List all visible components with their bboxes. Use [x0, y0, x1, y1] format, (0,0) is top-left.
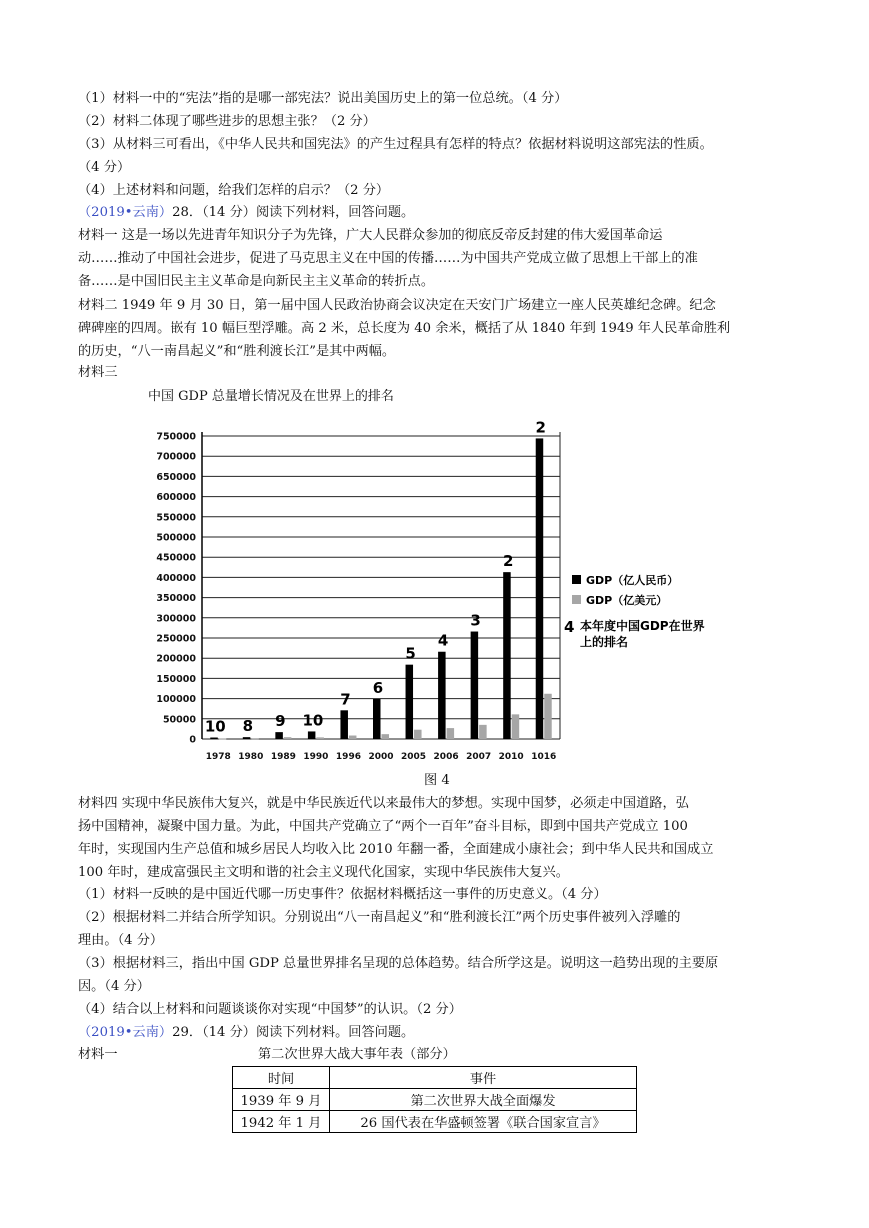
bar-gdp-usd	[349, 736, 357, 739]
question-29-material-1: 材料一	[78, 1047, 118, 1062]
legend-swatch-usd	[572, 595, 581, 604]
event-table	[232, 1066, 637, 1133]
bar-gdp-rmb	[536, 438, 544, 739]
table-header-time: 时间	[233, 1067, 330, 1089]
material-1-line-3: 备……是中国旧民主主义革命是向新民主主义革命的转折点。	[78, 274, 435, 289]
table-cell-event: 第二次世界大战全面爆发	[330, 1089, 637, 1111]
chart-title: 中国 GDP 总量增长情况及在世界上的排名	[148, 389, 394, 404]
y-tick-label: 700000	[156, 451, 196, 463]
y-tick-label: 650000	[156, 471, 196, 483]
y-tick-label: 0	[189, 734, 196, 746]
bar-gdp-rmb	[243, 737, 251, 739]
material-2-line-1: 材料二 1949 年 9 月 30 日，第一届中国人民政治协商会议决定在天安门广场建立一座人民英雄纪念碑。纪念	[78, 298, 716, 313]
y-tick-label: 150000	[156, 673, 196, 685]
table-row	[233, 1111, 637, 1133]
x-tick-label: 2005	[401, 752, 427, 762]
bar-gdp-usd	[251, 738, 259, 739]
rank-label: 2	[535, 418, 546, 437]
question-28-4: （4）结合以上材料和问题谈谈你对实现“中国梦”的认识。（2 分）	[78, 1002, 462, 1017]
rank-label: 10	[204, 717, 226, 736]
rank-label: 5	[405, 644, 416, 663]
table-row	[233, 1089, 637, 1111]
table-cell-time: 1942 年 1 月	[233, 1111, 330, 1133]
question-28-title: 28．（14 分）阅读下列材料，回答问题。	[172, 205, 415, 220]
question-27-3: （3）从材料三可看出，《中华人民共和国宪法》的产生过程具有怎样的特点？依据材料说明这部宪法的性质。	[78, 137, 713, 152]
bar-gdp-rmb	[438, 652, 446, 739]
x-tick-label: 1996	[335, 752, 361, 762]
x-tick-label: 2000	[368, 752, 394, 762]
table-header-event: 事件	[330, 1067, 637, 1089]
table-cell-event: 26 国代表在华盛顿签署《联合国家宣言》	[330, 1111, 637, 1133]
question-27-3-score: （4 分）	[78, 160, 131, 175]
question-28-1: （1）材料一反映的是中国近代哪一历史事件？依据材料概括这一事件的历史意义。（4 分）	[78, 887, 607, 902]
question-29-title: 29．（14 分）阅读下列材料。回答问题。	[172, 1025, 415, 1040]
bar-gdp-usd	[316, 737, 324, 739]
legend-rank-note-line-2: 上的排名	[580, 635, 629, 649]
material-3-label: 材料三	[78, 365, 118, 380]
figure-caption: 图 4	[424, 773, 450, 788]
material-4-line-3: 年时，实现国内生产总值和城乡居民人均收入比 2010 年翻一番，全面建成小康社会；到中华人民共和国成立	[78, 842, 714, 857]
bar-gdp-usd	[219, 738, 227, 739]
y-tick-label: 600000	[156, 492, 196, 504]
table-cell-time: 1939 年 9 月	[233, 1089, 330, 1111]
question-29-heading	[78, 1024, 414, 1042]
bar-gdp-rmb	[275, 732, 283, 739]
x-tick-label: 1989	[270, 752, 296, 762]
bar-gdp-rmb	[373, 699, 381, 739]
y-tick-label: 400000	[156, 572, 196, 584]
material-1-line-1: 材料一 这是一场以先进青年知识分子为先锋，广大人民群众参加的彻底反帝反封建的伟大爱国革命运	[78, 228, 663, 243]
question-28-3: （3）根据材料三，指出中国 GDP 总量世界排名呈现的总体趋势。结合所学这是。说明这一趋势出现的主要原	[78, 956, 719, 971]
bar-gdp-rmb	[406, 665, 414, 739]
question-28-heading	[78, 204, 414, 222]
x-tick-label: 1016	[531, 752, 557, 762]
question-28-2: （2）根据材料二并结合所学知识。分别说出“八一南昌起义”和“胜利渡长江”两个历史事件被列入浮雕的	[78, 910, 681, 925]
x-tick-label: 2010	[498, 752, 524, 762]
material-4-line-1: 材料四 实现中华民族伟大复兴，就是中华民族近代以来最伟大的梦想。实现中国梦，必须走中国道路，弘	[78, 796, 689, 811]
y-tick-label: 350000	[156, 593, 196, 605]
rank-label: 10	[302, 711, 324, 730]
y-tick-label: 750000	[156, 431, 196, 443]
legend-swatch-rmb	[572, 575, 581, 584]
rank-label: 8	[242, 717, 254, 736]
bar-gdp-usd	[512, 714, 520, 739]
bar-gdp-usd	[284, 737, 292, 739]
bar-gdp-rmb	[210, 738, 218, 739]
question-28-3-score: 因。（4 分）	[78, 979, 150, 994]
rank-label: 2	[502, 552, 514, 571]
rank-label: 9	[275, 712, 286, 731]
x-tick-label: 1980	[238, 752, 264, 762]
bar-gdp-rmb	[340, 710, 348, 739]
material-1-line-2: 动……推动了中国社会进步，促进了马克思主义在中国的传播……为中国共产党成立做了思想上干部上的准	[78, 251, 698, 266]
y-tick-label: 300000	[156, 613, 196, 625]
gdp-bar-chart	[140, 389, 705, 770]
x-tick-label: 1978	[205, 752, 231, 762]
bar-gdp-usd	[479, 725, 487, 739]
y-tick-label: 100000	[156, 694, 196, 706]
chart-legend	[564, 573, 705, 649]
legend-rank-number: 4	[564, 618, 575, 636]
y-tick-label: 550000	[156, 512, 196, 524]
y-tick-label: 500000	[156, 532, 196, 544]
rank-label: 4	[437, 631, 449, 650]
bar-gdp-usd	[447, 728, 455, 739]
bar-gdp-usd	[382, 734, 390, 739]
legend-label-usd: GDP（亿美元）	[586, 594, 668, 607]
question-28-2-score: 理由。（4 分）	[78, 933, 164, 948]
bar-gdp-usd	[544, 694, 552, 739]
rank-label: 6	[372, 679, 384, 698]
material-2-line-3: 的历史，“八一南昌起义”和“胜利渡长江”是其中两幅。	[78, 344, 396, 359]
rank-label: 7	[340, 690, 351, 709]
material-4-line-4: 100 年时，建成富强民主文明和谐的社会主义现代化国家，实现中华民族伟大复兴。	[78, 865, 569, 880]
source-tag: （2019•云南）	[78, 1025, 173, 1040]
bar-gdp-usd	[414, 730, 422, 739]
bar-gdp-rmb	[503, 572, 511, 739]
chart-labels	[156, 418, 556, 762]
x-tick-label: 2007	[466, 752, 492, 762]
question-27-1: （1）材料一中的“宪法”指的是哪一部宪法？说出美国历史上的第一位总统。（4 分）	[78, 91, 568, 106]
question-27-2: （2）材料二体现了哪些进步的思想主张？（2 分）	[78, 114, 376, 129]
bar-gdp-rmb	[308, 731, 316, 739]
question-27-4: （4）上述材料和问题，给我们怎样的启示？（2 分）	[78, 183, 390, 198]
x-tick-label: 2006	[433, 752, 459, 762]
bar-gdp-rmb	[471, 632, 479, 739]
legend-rank-note-line-1: 本年度中国GDP在世界	[580, 619, 705, 633]
rank-label: 3	[470, 611, 481, 630]
y-tick-label: 200000	[156, 653, 196, 665]
y-tick-label: 250000	[156, 633, 196, 645]
source-tag: （2019•云南）	[78, 205, 173, 220]
y-tick-label: 50000	[162, 714, 196, 726]
x-tick-label: 1990	[303, 752, 329, 762]
y-tick-label: 450000	[156, 552, 196, 564]
material-2-line-2: 碑碑座的四周。嵌有 10 幅巨型浮雕。高 2 米，总长度为 40 余米，概括了从 1840 年到 1949 年人民革命胜利	[78, 321, 731, 336]
legend-label-rmb: GDP（亿人民币）	[586, 574, 679, 587]
table-header-row	[233, 1067, 637, 1089]
material-4-line-2: 扬中国精神，凝聚中国力量。为此，中国共产党确立了“两个一百年”奋斗目标，即到中国共产党成立 100	[78, 819, 688, 834]
table-title: 第二次世界大战大事年表（部分）	[258, 1047, 456, 1062]
